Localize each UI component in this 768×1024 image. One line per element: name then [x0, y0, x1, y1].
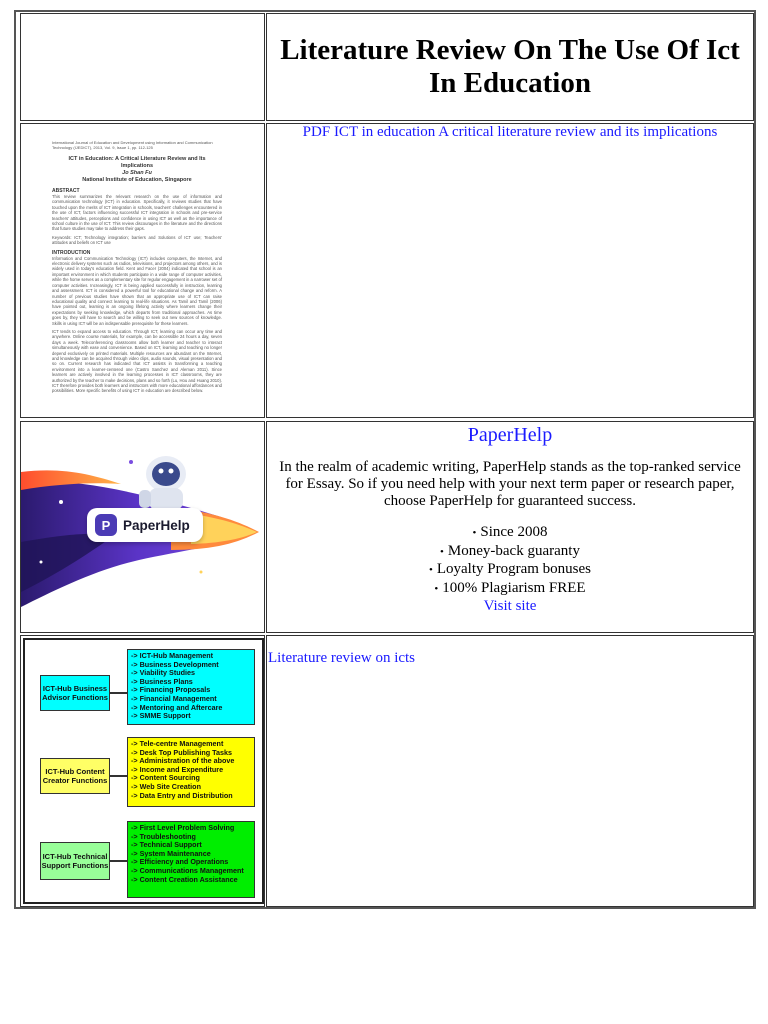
- group-item: -> Efficiency and Operations: [131, 858, 251, 867]
- page-title: Literature Review On The Use Of Ict In Education: [280, 34, 740, 99]
- empty-cell: [20, 13, 265, 121]
- group-item: -> Content Creation Assistance: [131, 876, 251, 885]
- group-item: -> Communications Management: [131, 867, 251, 876]
- group-item: -> Tele-centre Management: [131, 740, 251, 749]
- paper-intro-title: INTRODUCTION: [52, 249, 91, 256]
- paper-heading: ICT in Education: A Critical Literature Review and Its Implications: [68, 156, 206, 169]
- group-item: -> Business Plans: [131, 678, 251, 687]
- group-label-technical-support: ICT-Hub Technical Support Functions: [40, 842, 110, 880]
- paper-keywords: Keywords: ICT; Technology integration; barriers and Solutions of ICT use; Teachers' attitudes and beliefs on ICT use: [52, 234, 222, 246]
- arrow-connector: [109, 692, 127, 694]
- paperhelp-image-cell: [20, 421, 265, 633]
- group-item: -> Content Sourcing: [131, 774, 251, 783]
- group-items-technical-support: [127, 821, 255, 898]
- group-items-business-advisor: [127, 649, 255, 725]
- group-item: -> SMME Support: [131, 712, 251, 721]
- ict-hub-diagram[interactable]: [23, 638, 264, 904]
- group-item: -> Technical Support: [131, 841, 251, 850]
- visit-site-link[interactable]: Visit site: [483, 598, 537, 614]
- paperhelp-badge-text: PaperHelp: [123, 517, 190, 533]
- group-item: -> Financing Proposals: [131, 686, 251, 695]
- paperhelp-description: In the realm of academic writing, PaperHelp stands as the top-ranked service for Essay. So if you need help with your next term paper or research paper, choose PaperHelp for guaranteed success.: [279, 459, 741, 509]
- group-item: -> Web Site Creation: [131, 783, 251, 792]
- literature-review-link[interactable]: Literature review on icts: [268, 650, 416, 666]
- paper-intro-1: Information and Communication Technology (ICT) includes computers, the Internet, and electronic delivery systems such as radios, televisions, and projectors among others, and is widely used in today's education field. Kent and Facer (2004) indicated that school is an important environment in which students participate in a wide range of computer activities, while the home serves as a complementary site for regular engagement in a narrower set of computer activities. Increasingly, ICT is being applied successfully in instruction, learning and assessment. ICT is considered a powerful tool for educational change and reform. A number of previous studies have shown that an appropriate use of ICT can raise educational quality and connect learning to real-life situations. As Tamil and Tamil (2006) have pointed out, learning is an ongoing lifelong activity where learners change their expectations by seeking knowledge, which departs from traditional approaches. As time goes by, they will have to search and be willing to seek out new sources of knowledge. Skills in using ICT will be an indispensable prerequisite for these learners.: [52, 255, 222, 326]
- group-item: -> Financial Management: [131, 695, 251, 704]
- paper-thumbnail[interactable]: [52, 140, 222, 394]
- group-item: -> Troubleshooting: [131, 833, 251, 842]
- group-item: -> ICT-Hub Management: [131, 652, 251, 661]
- group-label-business-advisor: ICT-Hub Business Advisor Functions: [40, 675, 110, 711]
- arrow-connector: [109, 860, 127, 862]
- literature-link-cell: [266, 635, 754, 907]
- paper-affiliation: National Institute of Education, Singapore: [82, 177, 192, 183]
- feature-item: • Loyalty Program bonuses: [267, 561, 753, 580]
- group-item: -> Business Development: [131, 661, 251, 670]
- group-item: -> Viability Studies: [131, 669, 251, 678]
- feature-item: • Since 2008: [267, 524, 753, 543]
- group-item: -> Mentoring and Aftercare: [131, 704, 251, 713]
- paper-abstract-title: ABSTRACT: [52, 188, 80, 194]
- paper-abstract: This review summarizes the relevant research on the use of information and communication technology (ICT) in education. Specifically, it reviews studies that have touched upon the merits of ICT integration in schools, teachers' challenges encountered in the use of ICT, factors influencing successful ICT integration in schools and pre-service teachers' attitudes, perceptions and confidence in using ICT as well as the importance of school culture in the use of ICT. This review discourages in the literature and the directions that future studies may take to address their gaps.: [52, 194, 222, 232]
- title-cell: [266, 13, 754, 121]
- feature-item: • Money-back guaranty: [267, 543, 753, 562]
- pdf-link[interactable]: PDF ICT in education A critical literature review and its implications: [302, 124, 718, 140]
- group-items-content-creator: [127, 737, 255, 807]
- group-item: -> Income and Expenditure: [131, 766, 251, 775]
- group-item: -> System Maintenance: [131, 850, 251, 859]
- pdf-link-cell: [266, 123, 754, 418]
- paper-journal: International Journal of Education and Development using Information and Communication Technology (IJEDICT), 2013, Vol. 9, Issue 1, pp. 112-125: [52, 140, 213, 150]
- group-item: -> First Level Problem Solving: [131, 824, 251, 833]
- diagram-cell: [20, 635, 265, 907]
- group-item: -> Administration of the above: [131, 757, 251, 766]
- group-label-content-creator: ICT-Hub Content Creator Functions: [40, 758, 110, 794]
- paperhelp-badge: [87, 508, 203, 542]
- paperhelp-title-link[interactable]: PaperHelp: [467, 424, 553, 446]
- feature-item: • 100% Plagiarism FREE: [267, 580, 753, 599]
- paper-author: Jo Shan Fu: [122, 170, 152, 176]
- arrow-connector: [109, 775, 127, 777]
- paperhelp-cell: [266, 421, 754, 633]
- group-item: -> Desk Top Publishing Tasks: [131, 749, 251, 758]
- paper-intro-2: ICT tends to expand access to education. Through ICT, learning can occur any time and anywhere. Online course materials, for example, can be accessible 24 hours a day, seven days a week. Teleconferencing classrooms allow both learner and teacher to interact simultaneously with ease and convenience. Based on ICT, learning and teaching no longer depend exclusively on printed materials. Multiple resources are abundant on the Internet, and knowledge can be acquired through video clips, audio sounds, visual presentation and so on. Current research has indicated that ICT assists in transforming a teaching environment into a learner-centered one (Castro Sanchez and Aleman 2011). Since learners are actively involved in the learning processes in ICT classrooms, they are authorized by the teacher to make decisions, plans and so forth (Lu, Hou and Huang 2010). ICT therefore provides both learners and instructors with more educational affordances and possibilities. More specific benefits of using ICT in education are described below.: [52, 328, 222, 394]
- group-item: -> Data Entry and Distribution: [131, 792, 251, 801]
- paperhelp-logo-icon: P: [95, 514, 117, 536]
- paperhelp-features: [267, 524, 753, 598]
